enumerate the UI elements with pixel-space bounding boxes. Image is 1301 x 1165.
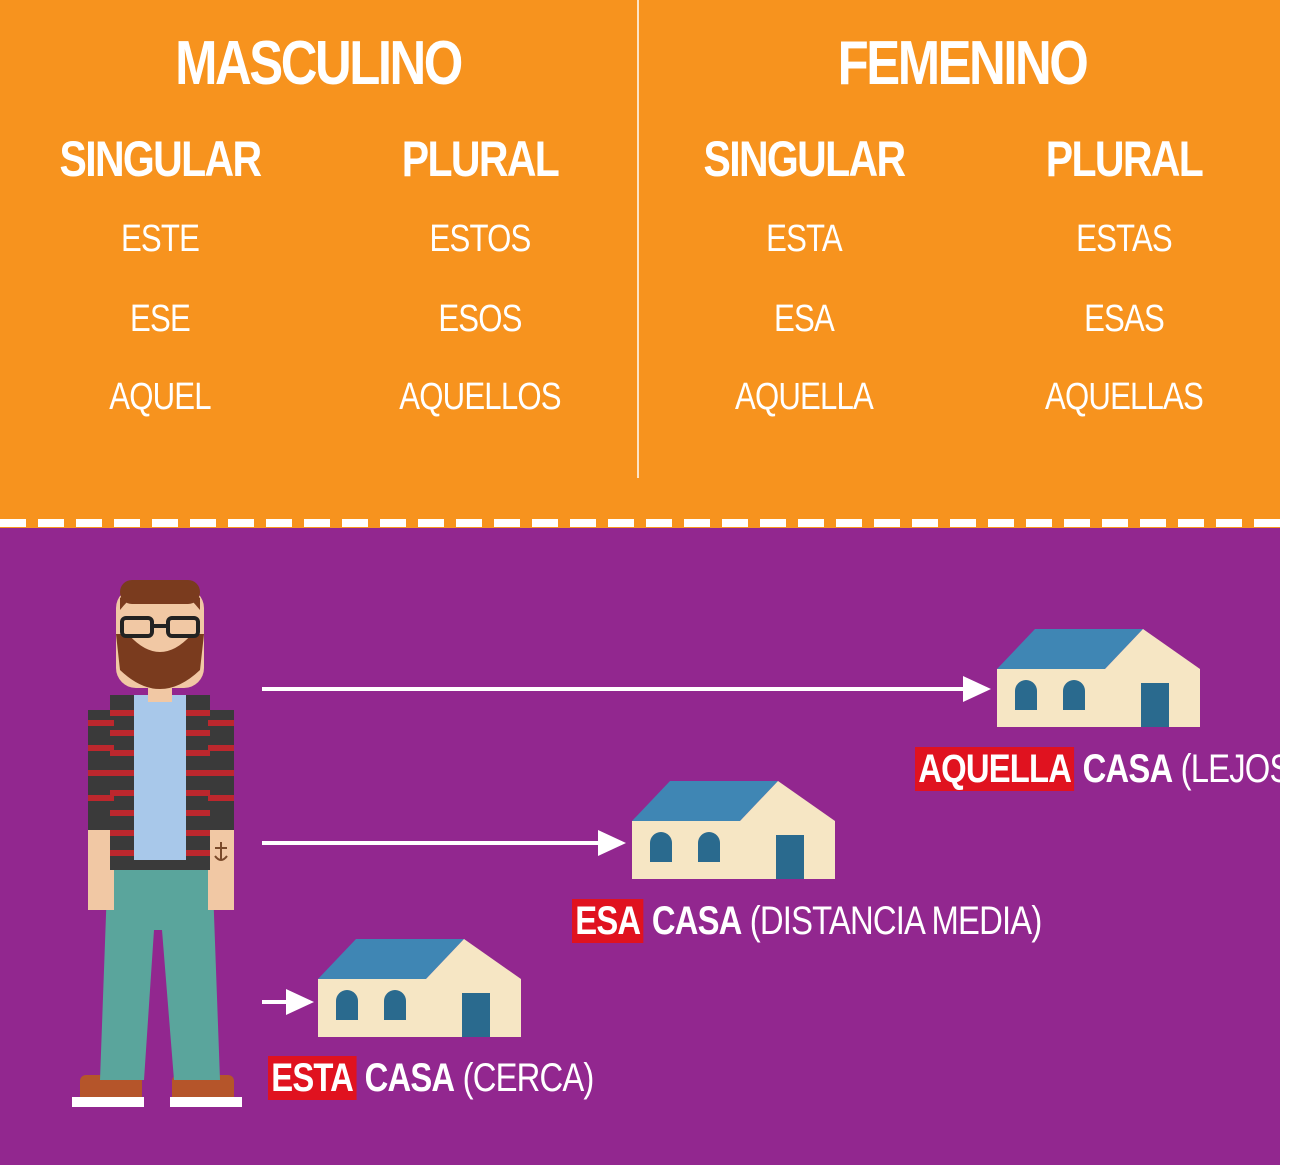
near-house-illustration (316, 935, 521, 1037)
femenino-plural-heading: PLURAL (1045, 131, 1203, 187)
near-noun: CASA (364, 1056, 455, 1100)
femenino-singular-esta: ESTA (766, 218, 842, 260)
arrow-to-mid-house (262, 841, 622, 845)
mid-house-illustration (630, 777, 835, 879)
femenino-singular-aquella: AQUELLA (734, 376, 874, 418)
far-distance: (LEJOS) (1180, 747, 1301, 791)
masculino-singular-ese: ESE (130, 298, 190, 340)
near-distance: (CERCA) (462, 1056, 594, 1100)
mid-caption (572, 899, 1041, 944)
bearded-man-illustration (70, 570, 250, 1115)
masculino-singular-este: ESTE (120, 218, 200, 260)
femenino-plural-esas: ESAS (1084, 298, 1164, 340)
mid-noun: CASA (651, 899, 742, 943)
far-demonstrative: AQUELLA (915, 747, 1074, 791)
masculino-plural-esos: ESOS (438, 298, 522, 340)
arrow-to-near-house (262, 1000, 310, 1004)
mid-distance: (DISTANCIA MEDIA) (749, 899, 1042, 943)
femenino-singular-heading: SINGULAR (703, 131, 905, 187)
arrow-to-far-house (262, 687, 987, 691)
far-noun: CASA (1082, 747, 1173, 791)
gender-divider (637, 0, 639, 478)
femenino-heading: FEMENINO (837, 29, 1087, 98)
femenino-plural-aquellas: AQUELLAS (1045, 376, 1203, 418)
masculino-heading: MASCULINO (175, 29, 461, 98)
far-caption (915, 747, 1301, 792)
masculino-plural-estos: ESTOS (429, 218, 531, 260)
far-house-illustration (995, 625, 1200, 727)
near-demonstrative: ESTA (268, 1056, 356, 1100)
mid-demonstrative: ESA (572, 899, 644, 943)
masculino-plural-aquellos: AQUELLOS (399, 376, 561, 418)
masculino-singular-heading: SINGULAR (59, 131, 261, 187)
masculino-singular-aquel: AQUEL (109, 376, 211, 418)
femenino-singular-esa: ESA (774, 298, 834, 340)
masculino-plural-heading: PLURAL (401, 131, 559, 187)
femenino-plural-estas: ESTAS (1076, 218, 1172, 260)
near-caption (268, 1056, 594, 1101)
dashed-separator (0, 519, 1280, 527)
